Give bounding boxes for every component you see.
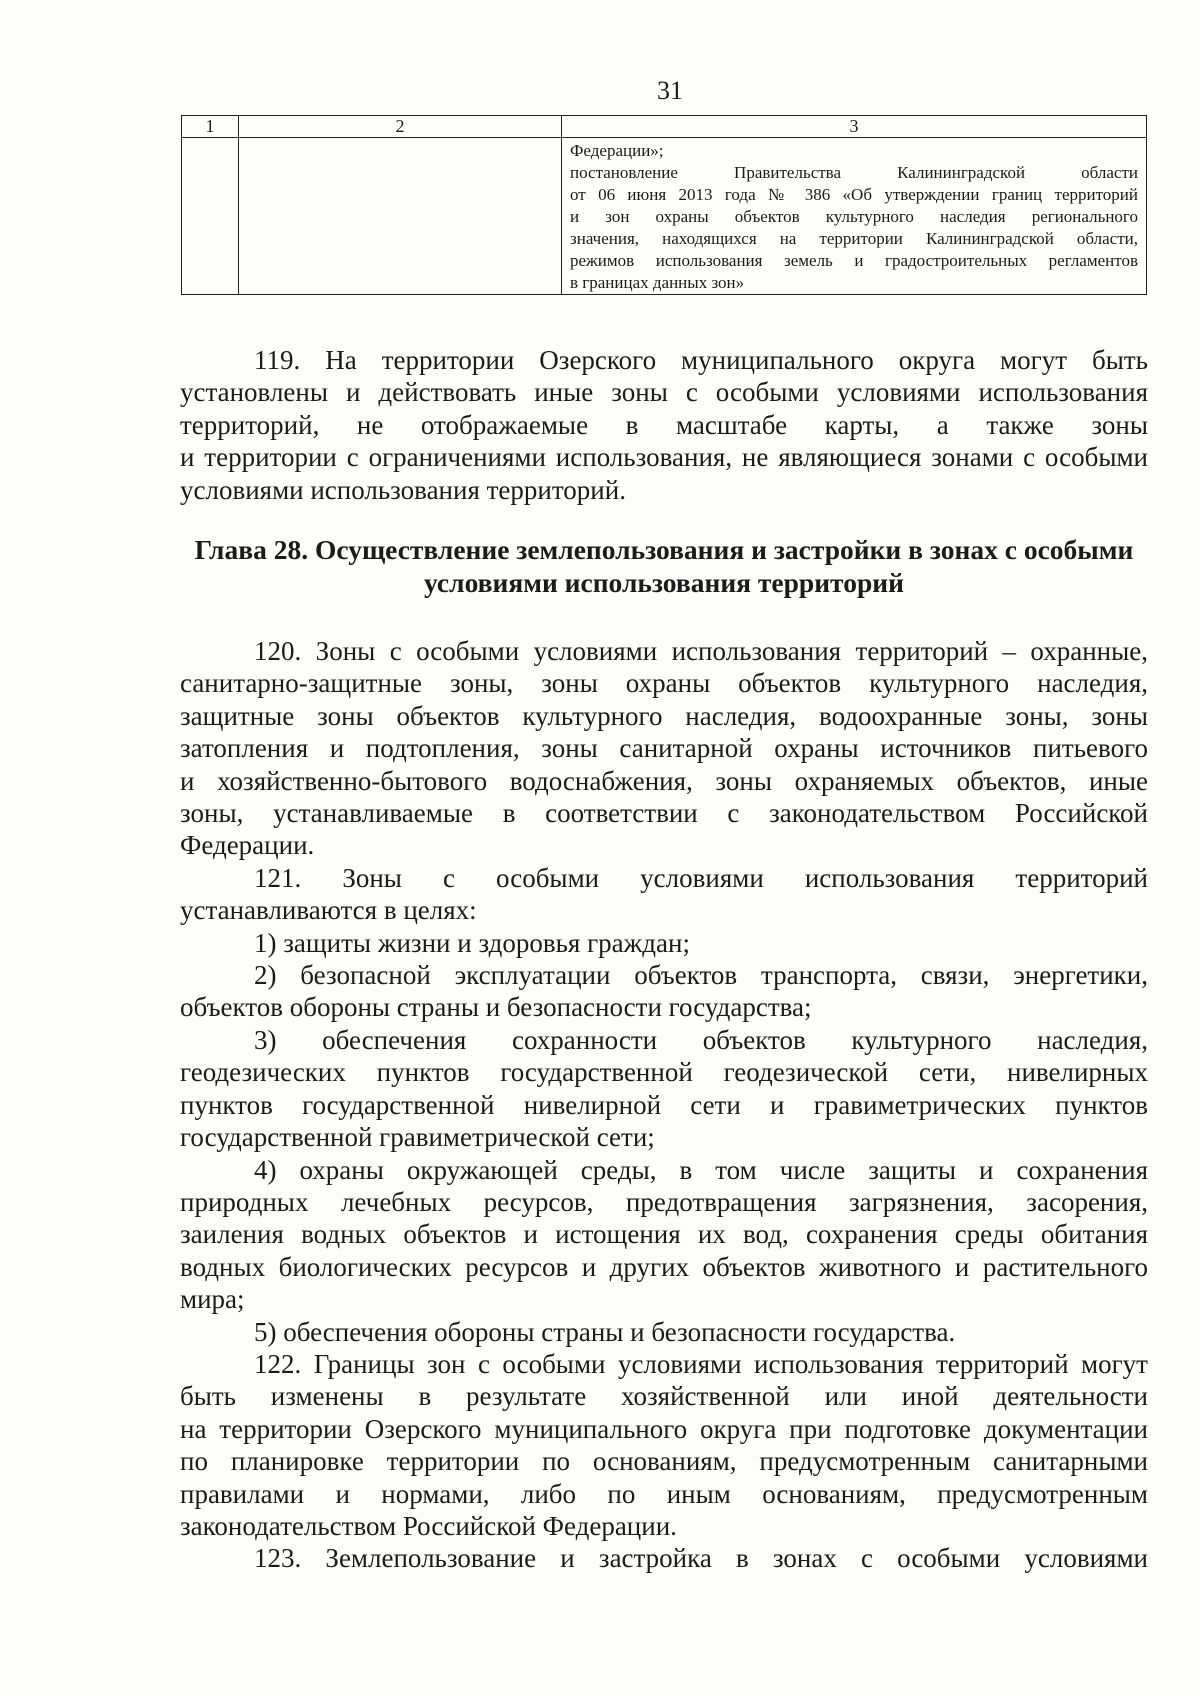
table-header-row [182,116,1147,138]
paragraph-line: законодательством Российской Федерации. [180,1510,677,1541]
table-cell-line: от 06 июня 2013 года № 386 «Об утверждении границ территорий [570,185,1138,204]
paragraph-line: 1) защиты жизни и здоровья граждан; [254,927,690,958]
paragraph-121-3 [180,1024,1148,1154]
paragraph-line: затопления и подтопления, зоны санитарной охраны источников питьевого [180,733,1148,764]
paragraph-line: быть изменены в результате хозяйственной или иной деятельности [180,1381,1148,1412]
paragraph-line: санитарно-защитные зоны, зоны охраны объектов культурного наследия, [180,668,1148,699]
paragraph-line: заиления водных объектов и истощения их вод, сохранения среды обитания [180,1219,1148,1250]
table-cell-col1 [182,138,239,295]
table-cell-line: режимов использования земель и градостроительных регламентов [570,251,1138,270]
paragraph-line: защитные зоны объектов культурного наследия, водоохранные зоны, зоны [180,700,1148,731]
table-cell-line: Федерации»; [570,141,664,160]
table-cell-line: и зон охраны объектов культурного наследия регионального [570,207,1138,226]
table-row [182,138,1147,295]
paragraph-121-4 [180,1154,1148,1316]
paragraph-line: природных лечебных ресурсов, предотвращения загрязнения, засорения, [180,1186,1148,1217]
paragraph-119 [180,344,1148,506]
paragraph-line: 5) обеспечения обороны страны и безопасности государства. [254,1316,956,1347]
chapter-title-line: условиями использования территорий [424,567,904,598]
paragraph-line: 120. Зоны с особыми условиями использования территорий – охранные, [254,636,1148,666]
paragraph-line: и хозяйственно-бытового водоснабжения, зоны охраняемых объектов, иные [180,765,1148,796]
paragraph-line: пунктов государственной нивелирной сети и гравиметрических пунктов [180,1089,1148,1120]
paragraph-line: зоны, устанавливаемые в соответствии с законодательством Российской [180,798,1148,829]
paragraph-line: 4) охраны окружающей среды, в том числе защиты и сохранения [254,1154,1148,1185]
paragraph-line: геодезических пунктов государственной геодезической сети, нивелирных [180,1057,1148,1088]
table-cell-line: постановление Правительства Калининградской области [570,163,1138,182]
table-header-cell-3: 3 [562,116,1147,138]
paragraph-line: мира; [180,1284,245,1315]
chapter-title-line: Глава 28. Осуществление землепользования и застройки в зонах с особыми [194,534,1134,565]
paragraph-123 [180,1542,1148,1574]
table-cell-col3 [562,138,1147,295]
paragraph-line: объектов обороны страны и безопасности государства; [180,992,812,1023]
paragraph-120 [180,635,1148,862]
paragraph-122 [180,1348,1148,1542]
chapter-heading [180,533,1148,599]
paragraph-line: на территории Озерского муниципального округа при подготовке документации [180,1413,1148,1444]
paragraph-line: и территории с ограничениями использования, не являющиеся зонами с особыми [180,442,1148,473]
page-number: 31 [657,76,683,105]
continued-table [181,115,1147,295]
main-body [180,635,1148,1575]
paragraph-line: 123. Землепользование и застройка в зонах с особыми условиями [254,1543,1148,1574]
table-cell-line: значения, находящихся на территории Калининградской области, [570,229,1138,248]
table-cell-line: в границах данных зон» [570,273,745,292]
table-header-cell-1: 1 [182,116,239,138]
paragraph-line: 119. На территории Озерского муниципального округа могут быть [254,345,1148,375]
paragraph-line: правилами и нормами, либо по иным основаниям, предусмотренным [180,1478,1148,1509]
paragraph-line: территорий, не отображаемые в масштабе карты, а также зоны [180,409,1148,440]
paragraph-line: по планировке территории по основаниям, предусмотренным санитарными [180,1446,1148,1477]
paragraph-line: 121. Зоны с особыми условиями использования территорий [254,862,1148,893]
table-cell-col2 [239,138,562,295]
paragraph-121-2 [180,959,1148,1024]
paragraph-line: устанавливаются в целях: [180,895,477,926]
paragraph-121-5 [180,1316,1148,1348]
paragraph-line: 2) безопасной эксплуатации объектов транспорта, связи, энергетики, [254,960,1148,991]
paragraph [180,344,1148,506]
paragraph-line: 122. Границы зон с особыми условиями использования территорий могут [254,1348,1148,1379]
paragraph-line: условиями использования территорий. [180,474,626,505]
paragraph-121-1 [180,927,1148,959]
paragraph-line: государственной гравиметрической сети; [180,1122,655,1153]
paragraph-line: Федерации. [180,830,315,861]
table-header-cell-2: 2 [239,116,562,138]
paragraph-line: установлены и действовать иные зоны с особыми условиями использования [180,377,1148,408]
paragraph-line: 3) обеспечения сохранности объектов культурного наследия, [254,1024,1148,1055]
table-cell-text [562,138,1146,294]
paragraph-line: водных биологических ресурсов и других объектов животного и растительного [180,1251,1148,1282]
paragraph-121 [180,862,1148,927]
